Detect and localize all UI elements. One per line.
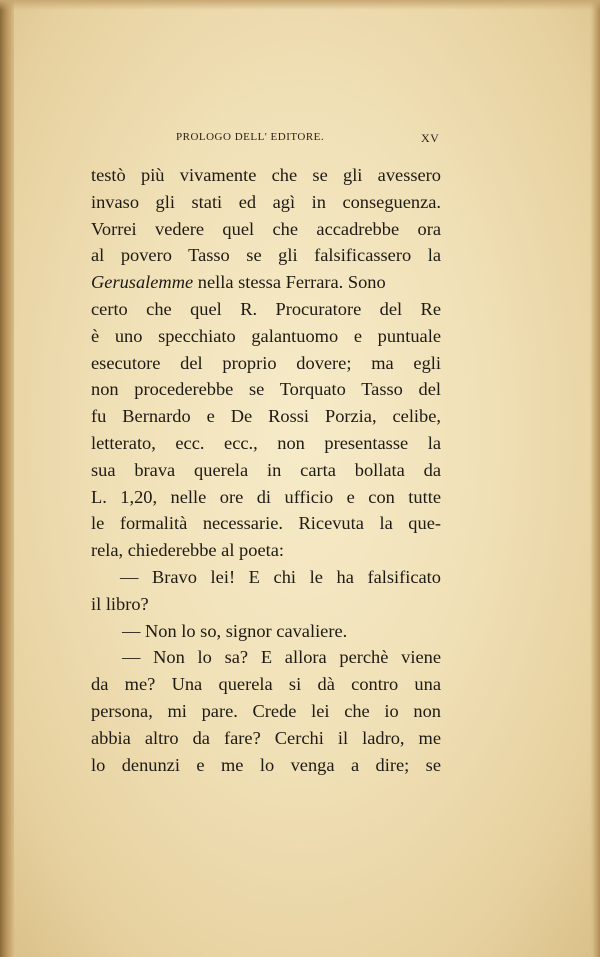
page-header (0, 131, 600, 151)
text-line: persona, mi pare. Crede lei che io non (91, 700, 441, 721)
text-line: il libro? (91, 593, 149, 614)
italic-title: Gerusalemme (91, 272, 194, 293)
text-fragment: nella stessa Ferrara. Sono (193, 272, 386, 293)
text-line: testò più vivamente che se gli avessero (91, 165, 441, 185)
text-line: rela, chiederebbe al poeta: (91, 540, 284, 561)
text-line: fu Bernardo e De Rossi Porzia, celibe, (91, 406, 441, 427)
body-text (91, 162, 441, 778)
page-top-edge (0, 0, 600, 10)
text-line: letterato, ecc. ecc., non presentasse la (91, 432, 441, 453)
text-line: sua brava querela in carta bollata da (91, 459, 441, 480)
text-line: non procederebbe se Torquato Tasso del (91, 379, 441, 400)
text-line: da me? Una querela si dà contro una (91, 674, 441, 695)
text-line: abbia altro da fare? Cerchi il ladro, me (91, 727, 441, 748)
text-line: al povero Tasso se gli falsificassero la (91, 245, 441, 266)
dialogue-line: — Non lo sa? E allora perchè viene (122, 647, 441, 668)
text-line: certo che quel R. Procuratore del Re (91, 298, 441, 319)
text-line (91, 269, 441, 296)
text-line: L. 1,20, nelle ore di ufficio e con tutte (91, 486, 441, 507)
text-line: invaso gli stati ed agì in conseguenza. (91, 191, 441, 212)
dialogue-line: — Non lo so, signor cavaliere. (122, 620, 348, 641)
text-line: le formalità necessarie. Ricevuta la que- (91, 513, 441, 534)
text-line: esecutore del proprio dovere; ma egli (91, 352, 441, 373)
page-number: XV (421, 131, 440, 145)
text-line: lo denunzi e me lo venga a dire; se (91, 754, 441, 775)
text-line: è uno specchiato galantuomo e puntuale (91, 325, 441, 346)
dialogue-line: — Bravo lei! E chi le ha falsificato (120, 566, 441, 587)
text-line: Vorrei vedere quel che accadrebbe ora (91, 218, 441, 239)
running-title: PROLOGO DELL' EDITORE. (176, 131, 325, 143)
